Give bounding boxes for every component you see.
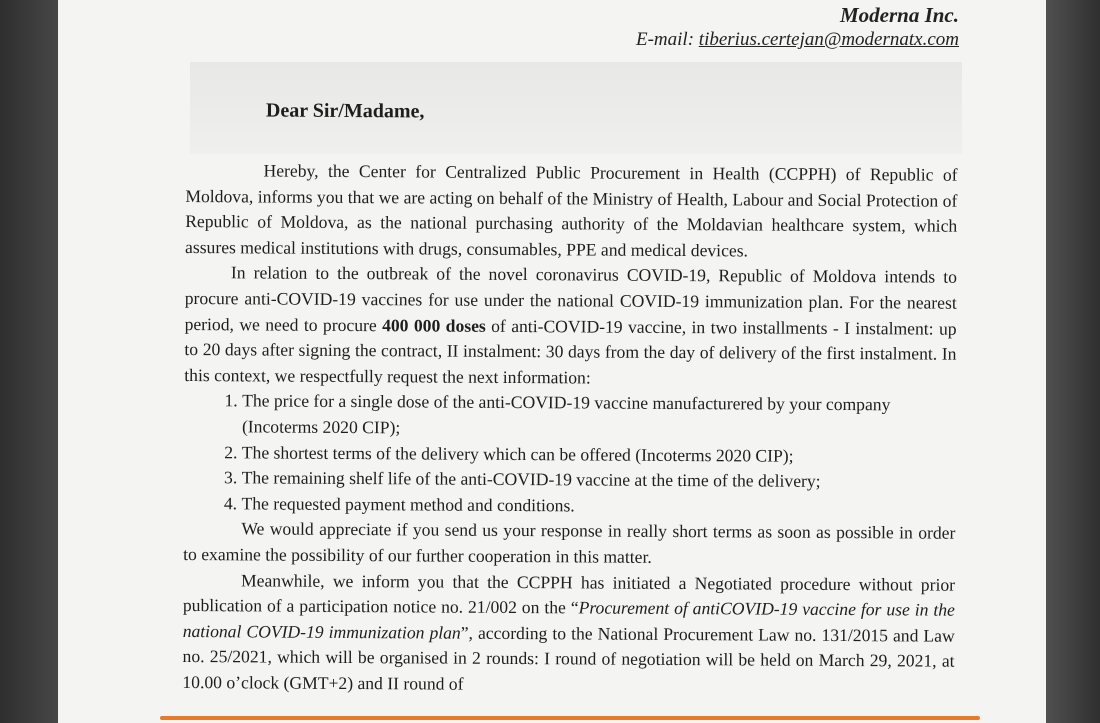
list-item: 3. The remaining shelf life of the anti-COVID-19 vaccine at the time of the delivery; — [242, 465, 956, 495]
highlight-underline — [160, 716, 980, 720]
paragraph-procedure — [182, 567, 955, 700]
document-page — [58, 0, 1046, 723]
procurement-title: Procurement of antiCOVID-19 vaccine for use in the national COVID-19 immunization plan — [182, 597, 955, 643]
viewer-background-left — [0, 0, 58, 723]
paragraph-procedure-text-a: Meanwhile, we inform you that the CCPPH has initiated a Negotiated procedure without prior publication of a participation notice no. 21/002 on the “ — [182, 569, 956, 618]
letter-body — [182, 96, 958, 700]
list-item: 2. The shortest terms of the delivery which can be offered (Incoterms 2020 CIP); — [242, 440, 956, 470]
list-item: 1. The price for a single dose of the anti-COVID-19 vaccine manufacturered by your company (Incoterms 2020 CIP); — [242, 389, 956, 445]
paragraph-request-text-b: of anti-COVID-19 vaccine, in two installments - I instalment: up to 20 days after signing the contract, II instalment: 30 days from the day of delivery of the first instalment. In this context, we respectfully request the next information: — [184, 315, 957, 388]
email-line — [636, 28, 959, 51]
email-label: E-mail: — [636, 29, 695, 50]
paragraph-request-text-a: In relation to the outbreak of the novel coronavirus COVID-19, Republic of Moldova intends to procure anti-COVID-19 vaccines for use under the national COVID-19 immunization plan. For the nearest period, we need to procure — [184, 262, 957, 335]
information-list — [183, 388, 956, 521]
list-item: 4. The requested payment method and conditions. — [241, 491, 955, 521]
dose-quantity: 400 000 doses — [382, 314, 486, 336]
paragraph-response: We would appreciate if you send us your response in really short terms as soon as possible in order to examine the possibility of our further cooperation in this matter. — [183, 518, 956, 567]
paragraph-intro: Hereby, the Center for Centralized Public Procurement in Health (CCPPH) of Republic of Moldova, informs you that we are acting on behalf of the Ministry of Health, Labour and Social Protection of Republic of Moldova, as the national purchasing authority of the Moldavian healthcare system, which assures medical institutions with drugs, consumables, PPE and medical devices. — [185, 160, 958, 261]
viewer-background-right — [1046, 0, 1100, 723]
paragraph-procedure-text-b: ”, according to the National Procurement Law no. 131/2015 and Law no. 25/2021, which will be organised in 2 rounds: I round of negotiation will be held on March 29, 2021, at 10.00 o’clock (GMT+2) and II round of — [182, 622, 955, 694]
letter-header — [636, 2, 959, 51]
salutation: Dear Sir/Madame, — [265, 99, 425, 123]
company-name: Moderna Inc. — [839, 3, 959, 27]
paragraph-request — [184, 260, 957, 393]
email-link[interactable]: tiberius.certejan@modernatx.com — [698, 29, 959, 50]
